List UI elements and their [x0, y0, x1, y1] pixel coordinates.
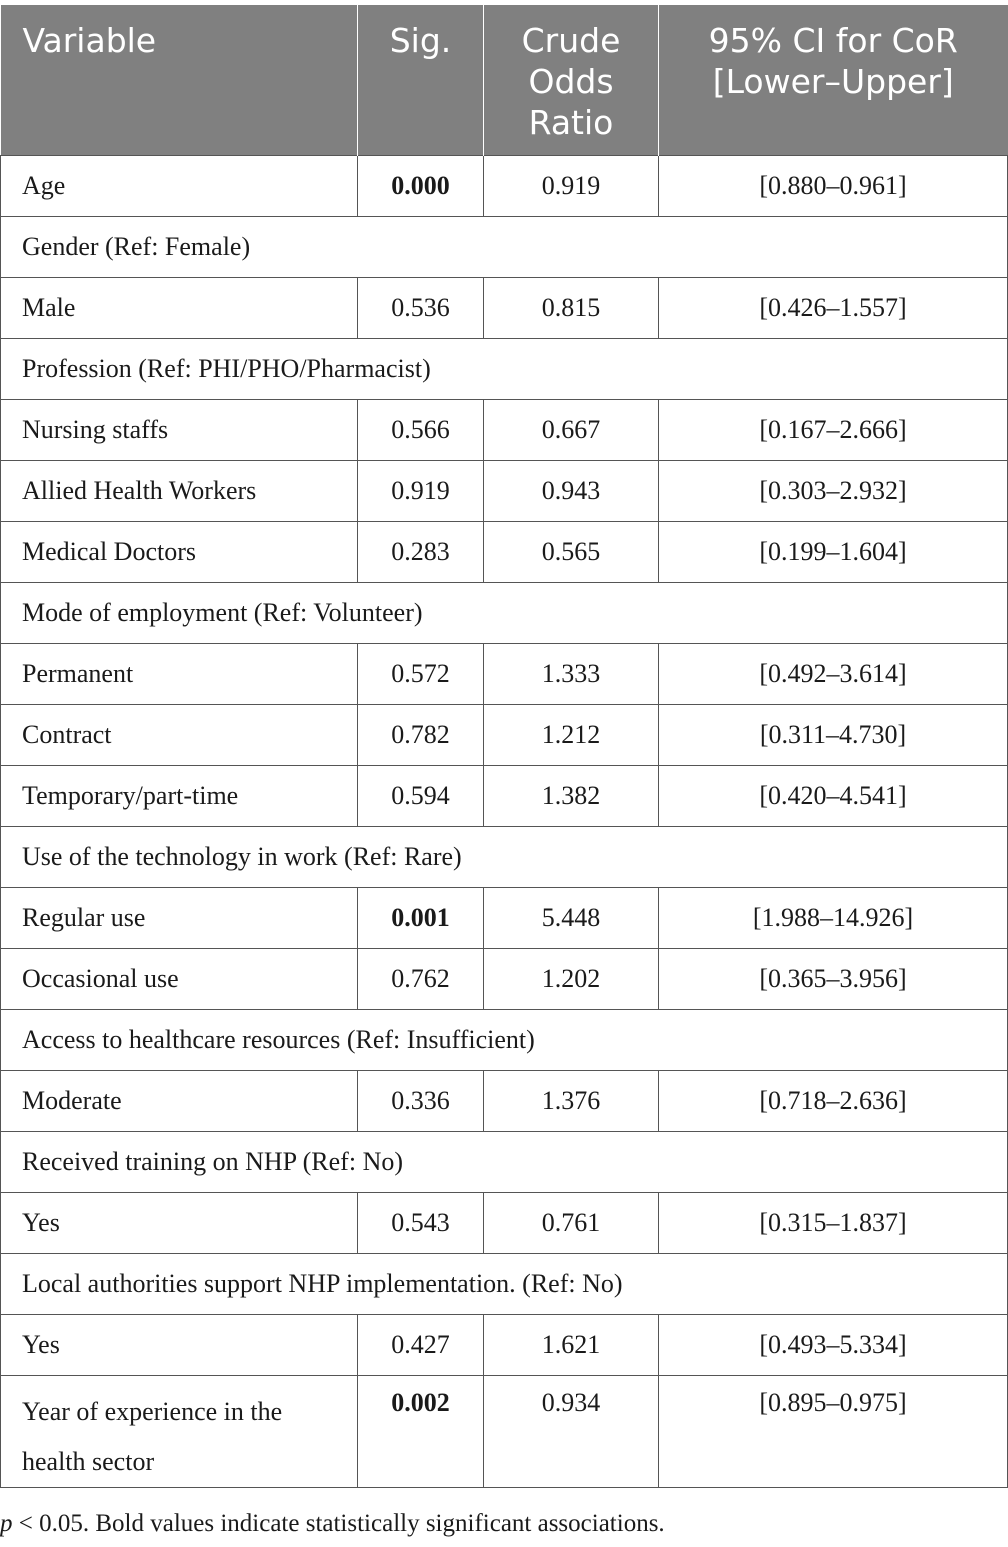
- cell-sig: 0.283: [358, 521, 484, 582]
- cell-variable: Regular use: [1, 887, 358, 948]
- group-row: [1, 1009, 1008, 1070]
- cell-crude-odds-ratio: 0.943: [484, 460, 659, 521]
- table-row: [1, 1314, 1008, 1375]
- cell-ci: [0.420–4.541]: [659, 765, 1008, 826]
- group-row: [1, 1131, 1008, 1192]
- cell-variable: Permanent: [1, 643, 358, 704]
- group-row: [1, 582, 1008, 643]
- cell-ci: [0.365–3.956]: [659, 948, 1008, 1009]
- table-row: [1, 1192, 1008, 1253]
- cell-crude-odds-ratio: 0.919: [484, 155, 659, 216]
- group-row: [1, 826, 1008, 887]
- cell-sig: 0.566: [358, 399, 484, 460]
- cell-ci: [1.988–14.926]: [659, 887, 1008, 948]
- cell-sig: 0.572: [358, 643, 484, 704]
- cell-crude-odds-ratio: 1.333: [484, 643, 659, 704]
- group-row: [1, 338, 1008, 399]
- cell-crude-odds-ratio: 0.565: [484, 521, 659, 582]
- group-row: [1, 1253, 1008, 1314]
- footnote-text: < 0.05. Bold values indicate statistically significant associations.: [12, 1510, 665, 1537]
- results-table: [0, 5, 1008, 1488]
- cell-variable: Occasional use: [1, 948, 358, 1009]
- cell-ci: [0.199–1.604]: [659, 521, 1008, 582]
- cell-crude-odds-ratio: 1.202: [484, 948, 659, 1009]
- cell-crude-odds-ratio: 1.212: [484, 704, 659, 765]
- cell-crude-odds-ratio: 0.667: [484, 399, 659, 460]
- cell-variable: Medical Doctors: [1, 521, 358, 582]
- table-row: [1, 1070, 1008, 1131]
- group-label: Profession (Ref: PHI/PHO/Pharmacist): [1, 338, 1008, 399]
- cell-ci: [0.880–0.961]: [659, 155, 1008, 216]
- cell-variable: Nursing staffs: [1, 399, 358, 460]
- header-row: [1, 5, 1008, 155]
- header-ci: 95% CI for CoR [Lower–Upper]: [659, 5, 1008, 155]
- cell-sig: 0.594: [358, 765, 484, 826]
- cell-ci: [0.311–4.730]: [659, 704, 1008, 765]
- group-label: Local authorities support NHP implementation. (Ref: No): [1, 1253, 1008, 1314]
- cell-ci: [0.315–1.837]: [659, 1192, 1008, 1253]
- table-row: [1, 643, 1008, 704]
- footnote-p-symbol: p: [0, 1510, 13, 1537]
- cell-variable: Moderate: [1, 1070, 358, 1131]
- cell-ci: [0.492–3.614]: [659, 643, 1008, 704]
- cell-ci: [0.426–1.557]: [659, 277, 1008, 338]
- cell-sig: 0.336: [358, 1070, 484, 1131]
- table-row: [1, 521, 1008, 582]
- cell-crude-odds-ratio: 0.934: [484, 1375, 659, 1487]
- cell-sig: 0.002: [358, 1375, 484, 1487]
- cell-sig: 0.427: [358, 1314, 484, 1375]
- cell-sig: 0.536: [358, 277, 484, 338]
- header-variable: Variable: [1, 5, 358, 155]
- table-row: [1, 704, 1008, 765]
- table-row: [1, 460, 1008, 521]
- cell-variable: Allied Health Workers: [1, 460, 358, 521]
- cell-ci: [0.303–2.932]: [659, 460, 1008, 521]
- cell-sig: 0.000: [358, 155, 484, 216]
- cell-crude-odds-ratio: 1.376: [484, 1070, 659, 1131]
- cell-crude-odds-ratio: 5.448: [484, 887, 659, 948]
- group-label: Gender (Ref: Female): [1, 216, 1008, 277]
- cell-crude-odds-ratio: 0.761: [484, 1192, 659, 1253]
- group-label: Mode of employment (Ref: Volunteer): [1, 582, 1008, 643]
- cell-variable: Year of experience in the health sector: [1, 1375, 358, 1487]
- table-row: [1, 277, 1008, 338]
- group-label: Access to healthcare resources (Ref: Insufficient): [1, 1009, 1008, 1070]
- cell-sig: 0.919: [358, 460, 484, 521]
- group-label: Use of the technology in work (Ref: Rare): [1, 826, 1008, 887]
- cell-ci: [0.895–0.975]: [659, 1375, 1008, 1487]
- cell-variable: Yes: [1, 1314, 358, 1375]
- cell-sig: 0.001: [358, 887, 484, 948]
- cell-variable: Age: [1, 155, 358, 216]
- cell-ci: [0.167–2.666]: [659, 399, 1008, 460]
- group-row: [1, 216, 1008, 277]
- cell-crude-odds-ratio: 1.382: [484, 765, 659, 826]
- cell-variable: Temporary/part-time: [1, 765, 358, 826]
- table-row: [1, 1375, 1008, 1487]
- header-sig: Sig.: [358, 5, 484, 155]
- cell-sig: 0.762: [358, 948, 484, 1009]
- cell-ci: [0.718–2.636]: [659, 1070, 1008, 1131]
- cell-variable: Yes: [1, 1192, 358, 1253]
- group-label: Received training on NHP (Ref: No): [1, 1131, 1008, 1192]
- cell-variable: Male: [1, 277, 358, 338]
- cell-variable: Contract: [1, 704, 358, 765]
- table-row: [1, 399, 1008, 460]
- cell-sig: 0.782: [358, 704, 484, 765]
- footnote: [0, 1510, 665, 1538]
- table-row: [1, 155, 1008, 216]
- cell-sig: 0.543: [358, 1192, 484, 1253]
- header-crude-odds-ratio: Crude Odds Ratio: [484, 5, 659, 155]
- table-row: [1, 887, 1008, 948]
- table-row: [1, 765, 1008, 826]
- cell-crude-odds-ratio: 1.621: [484, 1314, 659, 1375]
- cell-ci: [0.493–5.334]: [659, 1314, 1008, 1375]
- cell-crude-odds-ratio: 0.815: [484, 277, 659, 338]
- table-row: [1, 948, 1008, 1009]
